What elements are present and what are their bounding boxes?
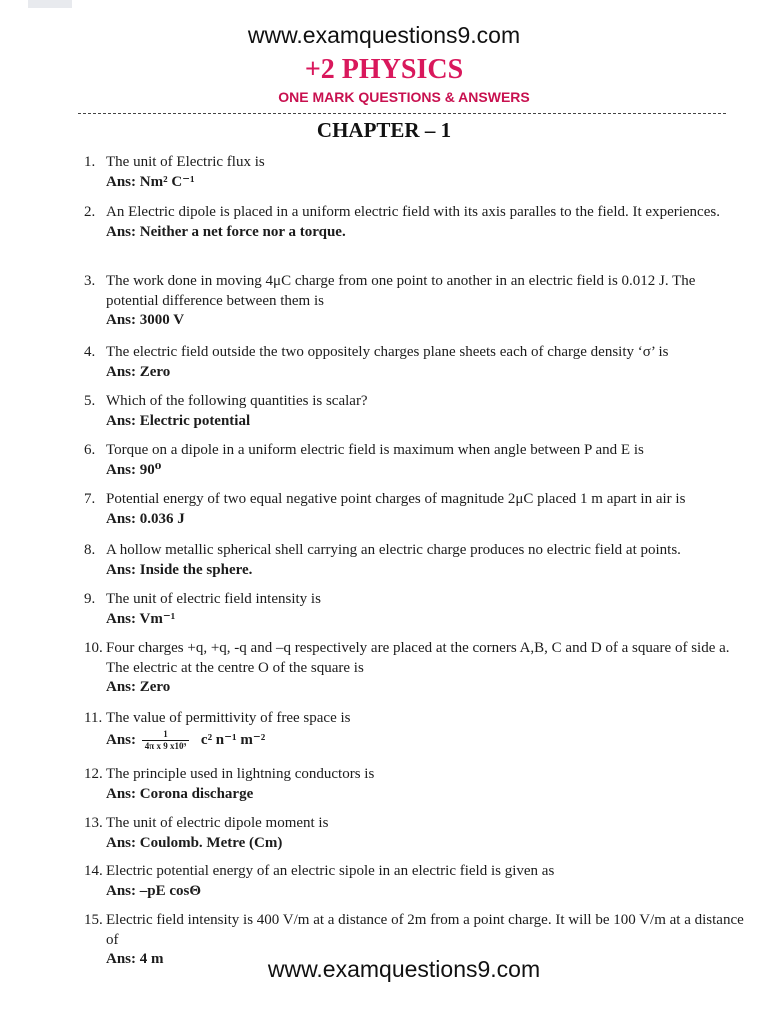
question-item: [84, 541, 744, 580]
answer-text: Ans: 0.036 J: [106, 510, 185, 527]
question-number: 11.: [84, 710, 103, 726]
answer-units: c² n⁻¹ m⁻²: [200, 731, 266, 748]
question-number: 14.: [84, 863, 103, 879]
question-text: The principle used in lightning conductors is: [106, 766, 375, 782]
question-text: The electric field outside the two oppositely charges plane sheets each of charge density ‘σ’ is: [106, 344, 669, 360]
question-item: [84, 709, 744, 752]
question-text: The value of permittivity of free space is: [106, 710, 351, 726]
question-number: 12.: [84, 766, 103, 782]
question-text: A hollow metallic spherical shell carrying an electric charge produces no electric field at points.: [106, 542, 681, 558]
question-item: [84, 203, 744, 242]
answer-text: Ans: Zero: [106, 679, 171, 695]
question-text: Four charges +q, +q, -q and –q respectively are placed at the corners A,B, C and D of a square of side a. The electric at the centre O of the square is: [106, 640, 730, 676]
question-item: [84, 441, 744, 480]
question-text: The unit of electric field intensity is: [106, 591, 321, 607]
answer-label: Ans:: [106, 731, 137, 748]
question-number: 7.: [84, 491, 96, 507]
subtitle: ONE MARK QUESTIONS & ANSWERS: [278, 89, 530, 105]
question-item: [84, 639, 744, 698]
question-item: [84, 272, 744, 331]
answer-text: Ans: Zero: [106, 363, 171, 380]
question-number: 15.: [84, 912, 103, 928]
answer-text: Ans: Inside the sphere.: [106, 561, 253, 578]
question-item: [84, 862, 744, 901]
question-item: [84, 392, 744, 431]
subject-title: +2 PHYSICS: [304, 54, 464, 85]
chapter-heading: CHAPTER – 1: [316, 118, 452, 142]
question-item: [84, 490, 744, 529]
question-number: 13.: [84, 815, 103, 831]
question-number: 9.: [84, 591, 96, 607]
question-item: [84, 590, 744, 629]
permittivity-fraction: [142, 729, 189, 752]
question-number: 3.: [84, 273, 96, 289]
fraction-denominator: 4π x 9 x10⁹: [144, 740, 187, 751]
question-text: Potential energy of two equal negative point charges of magnitude 2μC placed 1 m apart in air is: [106, 491, 686, 507]
question-text: The unit of electric dipole moment is: [106, 815, 329, 831]
answer-text: Ans: 90⁰: [106, 461, 162, 478]
question-item: [84, 343, 744, 382]
question-item: [84, 153, 744, 192]
answer-text: Ans: 4 m: [106, 951, 164, 967]
question-number: 4.: [84, 344, 96, 360]
answer-text: [106, 729, 744, 752]
dashed-divider: [78, 113, 726, 114]
question-item: [84, 814, 744, 853]
question-text: Which of the following quantities is scalar?: [106, 393, 368, 409]
question-number: 10.: [84, 640, 103, 656]
answer-text: Ans: –pE cosΘ: [106, 882, 202, 899]
page-edge-strip: [28, 0, 72, 8]
answer-text: Ans: Nm² C⁻¹: [106, 173, 195, 190]
question-number: 5.: [84, 393, 96, 409]
question-item: [84, 765, 744, 804]
question-text: The unit of Electric flux is: [106, 154, 265, 170]
site-url-footer: www.examquestions9.com: [267, 956, 541, 982]
question-text: The work done in moving 4μC charge from one point to another in an electric field is 0.012 J. The potential difference between them is: [106, 273, 696, 309]
question-text: Torque on a dipole in a uniform electric field is maximum when angle between P and E is: [106, 442, 644, 458]
answer-text: Ans: 3000 V: [106, 312, 185, 328]
site-url-header: www.examquestions9.com: [247, 22, 521, 48]
answer-text: Ans: Corona discharge: [106, 785, 254, 802]
answer-text: Ans: Electric potential: [106, 412, 251, 429]
question-number: 1.: [84, 154, 96, 170]
answer-text: Ans: Vm⁻¹: [106, 610, 176, 627]
question-text: An Electric dipole is placed in a uniform electric field with its axis paralles to the field. It experiences.: [106, 204, 720, 220]
question-number: 2.: [84, 204, 96, 220]
answer-text: Ans: Coulomb. Metre (Cm): [106, 834, 283, 851]
answer-text: Ans: Neither a net force nor a torque.: [106, 223, 346, 240]
question-text: Electric potential energy of an electric sipole in an electric field is given as: [106, 863, 555, 879]
question-number: 6.: [84, 442, 96, 458]
question-number: 8.: [84, 542, 96, 558]
question-text: Electric field intensity is 400 V/m at a distance of 2m from a point charge. It will be 100 V/m at a distance of: [106, 912, 744, 948]
fraction-numerator: 1: [142, 729, 189, 741]
